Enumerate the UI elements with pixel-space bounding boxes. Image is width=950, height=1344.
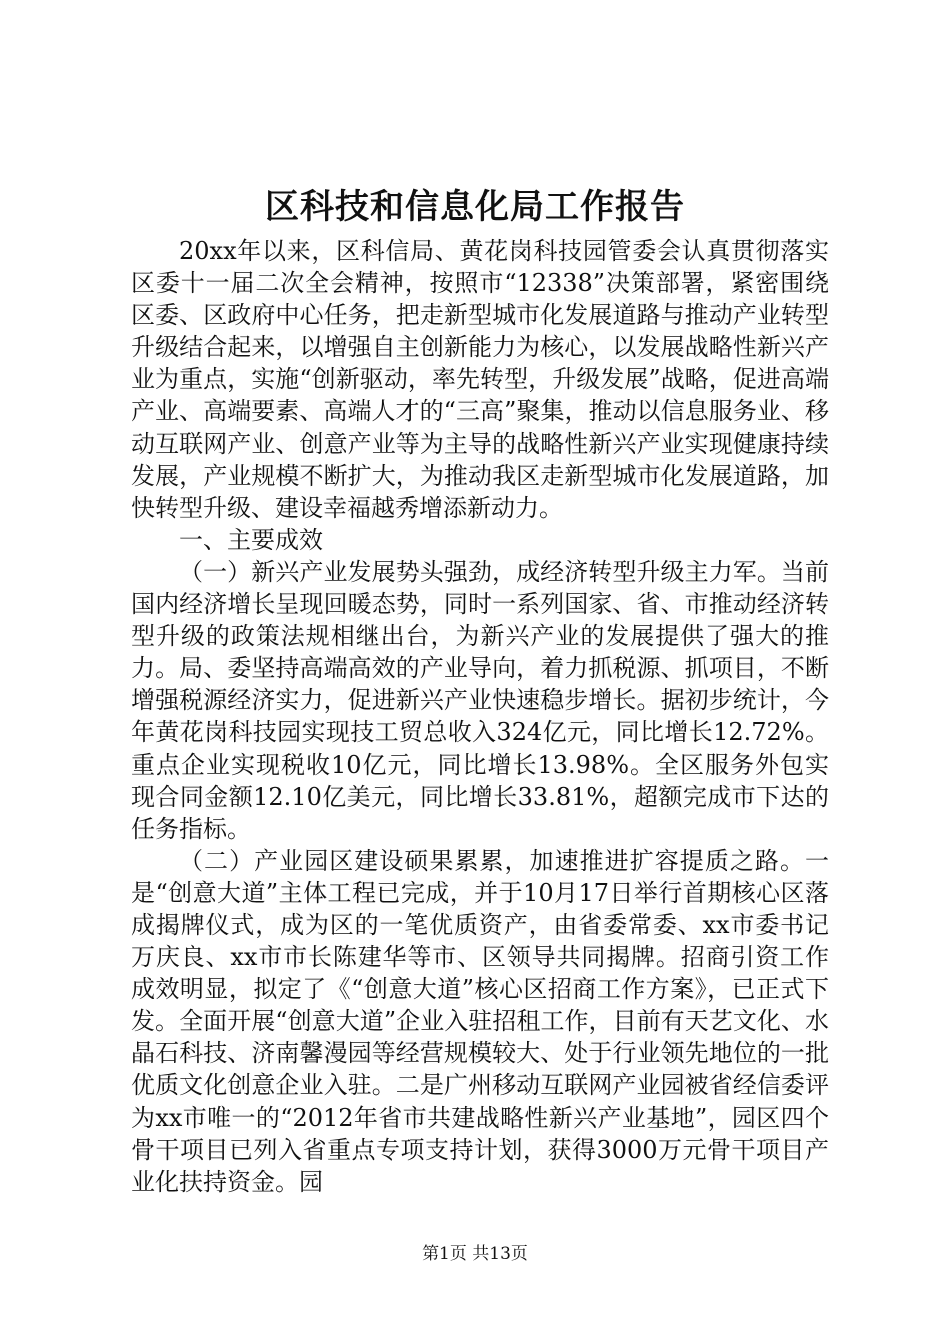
document-body <box>131 235 829 1198</box>
document-title: 区科技和信息化局工作报告 <box>265 187 685 227</box>
page-number: 第1页 共13页 <box>422 1244 528 1264</box>
section-heading-main-results: 一、主要成效 <box>179 525 323 554</box>
paragraph-intro: 20xx年以来，区科信局、黄花岗科技园管委会认真贯彻落实区委十一届二次全会精神，按照市“12338”决策部署，紧密围绕区委、区政府中心任务，把走新型城市化发展道路与推动产业转型升级结合起来，以增强自主创新能力为核心，以发展战略性新兴产业为重点，实施“创新驱动，率先转型，升级发展”战略，促进高端产业、高端要素、高端人才的“三高”聚集，推动以信息服务业、移动互联网产业、创意产业等为主导的战略性新兴产业实现健康持续发展，产业规模不断扩大，为推动我区走新型城市化发展道路，加快转型升级、建设幸福越秀增添新动力。 <box>131 237 829 522</box>
paragraph-emerging-industries: （一）新兴产业发展势头强劲，成经济转型升级主力军。当前国内经济增长呈现回暖态势，同时一系列国家、省、市推动经济转型升级的政策法规相继出台，为新兴产业的发展提供了强大的推力。局、委坚持高端高效的产业导向，着力抓税源、抓项目，不断增强税源经济实力，促进新兴产业快速稳步增长。据初步统计，今年黄花岗科技园实现技工贸总收入324亿元，同比增长12.72%。重点企业实现税收10亿元，同比增长13.98%。全区服务外包实现合同金额12.10亿美元，同比增长33.81%，超额完成市下达的任务指标。 <box>131 557 829 843</box>
paragraph-industrial-parks: （二）产业园区建设硕果累累，加速推进扩容提质之路。一是“创意大道”主体工程已完成，并于10月17日举行首期核心区落成揭牌仪式，成为区的一笔优质资产，由省委常委、xx市委书记万庆良、xx市市长陈建华等市、区领导共同揭牌。招商引资工作成效明显，拟定了《“创意大道”核心区招商工作方案》，已正式下发。全面开展“创意大道”企业入驻招租工作，目前有天艺文化、水晶石科技、济南馨漫园等经营规模较大、处于行业领先地位的一批优质文化创意企业入驻。二是广州移动互联网产业园被省经信委评为xx市唯一的“2012年省市共建战略性新兴产业基地”，园区四个骨干项目已列入省重点专项支持计划，获得3000万元骨干项目产业化扶持资金。园 <box>131 846 829 1196</box>
